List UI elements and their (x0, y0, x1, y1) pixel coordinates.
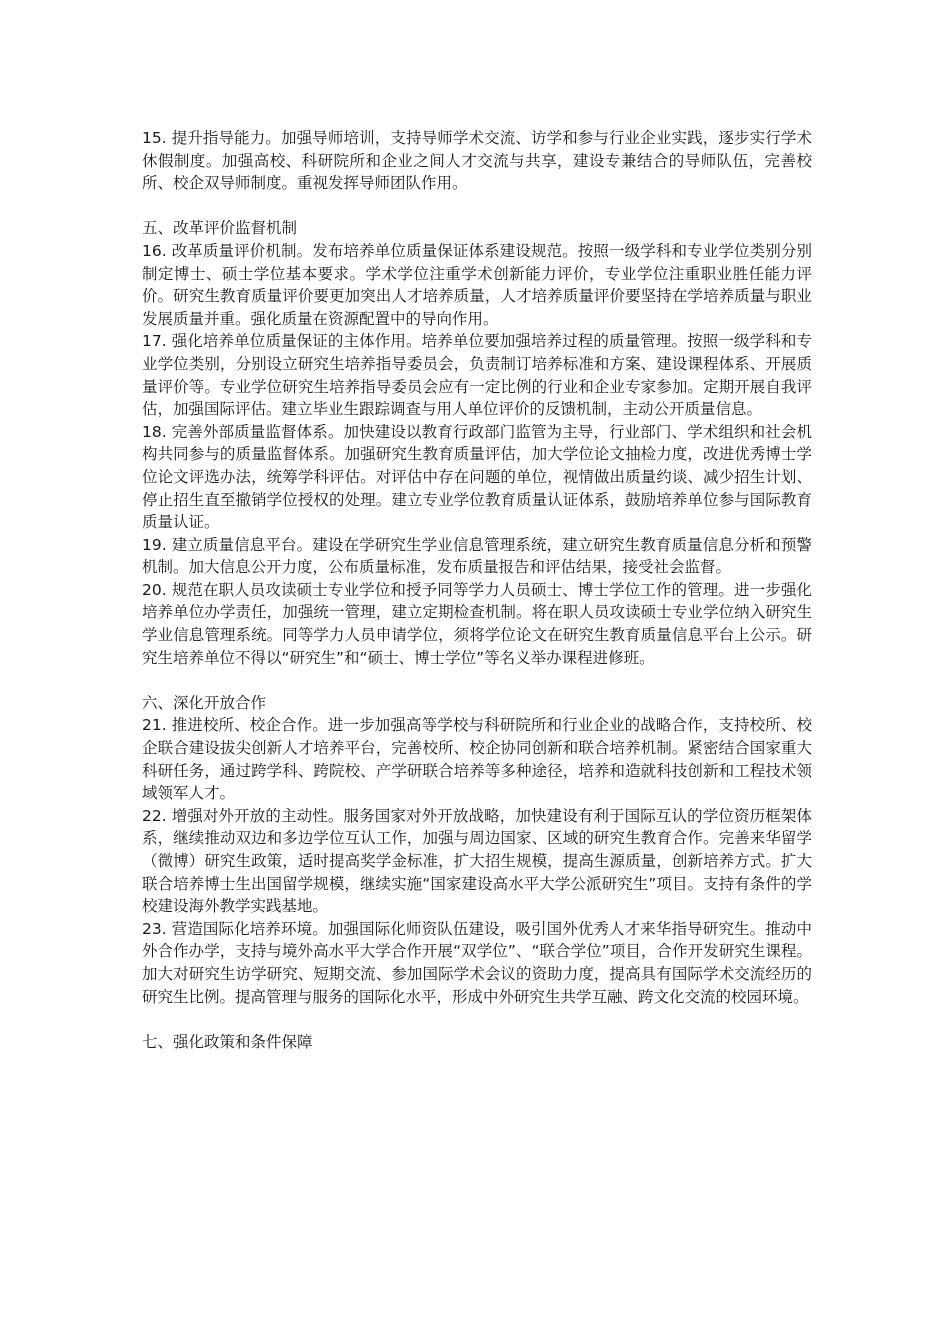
paragraph-18: 18. 完善外部质量监督体系。加快建设以教育行政部门监管为主导，行业部门、学术组织和社会机构共同参与的质量监督体系。加强研究生教育质量评估，加大学位论文抽检力度，改进优秀博士学位论文评选办法，统筹学科评估。对评估中存在问题的单位，视情做出质量约谈、减少招生计划、停止招生直至撤销学位授权的处理。建立专业学位教育质量认证体系，鼓励培养单位参与国际教育质量认证。 (142, 422, 812, 532)
paragraph-15: 15. 提升指导能力。加强导师培训，支持导师学术交流、访学和参与行业企业实践，逐步实行学术休假制度。加强高校、科研院所和企业之间人才交流与共享，建设专兼结合的导师队伍，完善校所、校企双导师制度。重视发挥导师团队作用。 (142, 129, 812, 193)
blank-line (142, 1008, 812, 1031)
section-heading-7: 七、强化政策和条件保障 (142, 1032, 313, 1051)
paragraph-20: 20. 规范在职人员攻读硕士专业学位和授予同等学力人员硕士、博士学位工作的管理。进一步强化培养单位办学责任，加强统一管理，建立定期检查机制。将在职人员攻读硕士专业学位纳入研究生学业信息管理系统。同等学力人员申请学位，须将学位论文在研究生教育质量信息平台上公示。研究生培养单位不得以“研究生”和“硕士、博士学位”等名义举办课程进修班。 (142, 580, 812, 667)
paragraph-23: 23. 营造国际化培养环境。加强国际化师资队伍建设，吸引国外优秀人才来华指导研究生。推动中外合作办学，支持与境外高水平大学合作开展“双学位”、“联合学位”项目，合作开发研究生课程。加大对研究生访学研究、短期交流、参加国际学术会议的资助力度，提高具有国际学术交流经历的研究生比例。提高管理与服务的国际化水平，形成中外研究生共学互融、跨文化交流的校园环境。 (142, 919, 812, 1006)
section-heading-5: 五、改革评价监督机制 (142, 219, 298, 238)
blank-line (142, 669, 812, 692)
document-body (142, 127, 812, 1053)
paragraph-19: 19. 建立质量信息平台。建设在学研究生学业信息管理系统，建立研究生教育质量信息分析和预警机制。加大信息公开力度，公布质量标准，发布质量报告和评估结果，接受社会监督。 (142, 535, 812, 577)
paragraph-16: 16. 改革质量评价机制。发布培养单位质量保证体系建设规范。按照一级学科和专业学位类别分别制定博士、硕士学位基本要求。学术学位注重学术创新能力评价，专业学位注重职业胜任能力评价。研究生教育质量评价要更加突出人才培养质量，人才培养质量评价要坚持在学培养质量与职业发展质量并重。强化质量在资源配置中的导向作用。 (142, 241, 812, 328)
section-heading-6: 六、深化开放合作 (142, 693, 267, 712)
blank-line (142, 195, 812, 218)
paragraph-22: 22. 增强对外开放的主动性。服务国家对外开放战略，加快建设有利于国际互认的学位资历框架体系，继续推动双边和多边学位互认工作，加强与周边国家、区域的研究生教育合作。完善来华留学（微博）研究生政策，适时提高奖学金标准，扩大招生规模，提高生源质量，创新培养方式。扩大联合培养博士生出国留学规模，继续实施“国家建设高水平大学公派研究生”项目。支持有条件的学校建设海外教学实践基地。 (142, 806, 812, 916)
paragraph-17: 17. 强化培养单位质量保证的主体作用。培养单位要加强培养过程的质量管理。按照一级学科和专业学位类别，分别设立研究生培养指导委员会，负责制订培养标准和方案、建设课程体系、开展质量评价等。专业学位研究生培养指导委员会应有一定比例的行业和企业专家参加。定期开展自我评估，加强国际评估。建立毕业生跟踪调查与用人单位评价的反馈机制，主动公开质量信息。 (142, 332, 812, 419)
paragraph-21: 21. 推进校所、校企合作。进一步加强高等学校与科研院所和行业企业的战略合作，支持校所、校企联合建设拔尖创新人才培养平台，完善校所、校企协同创新和联合培养机制。紧密结合国家重大科研任务，通过跨学科、跨院校、产学研联合培养等多种途径，培养和造就科技创新和工程技术领域领军人才。 (142, 716, 812, 803)
